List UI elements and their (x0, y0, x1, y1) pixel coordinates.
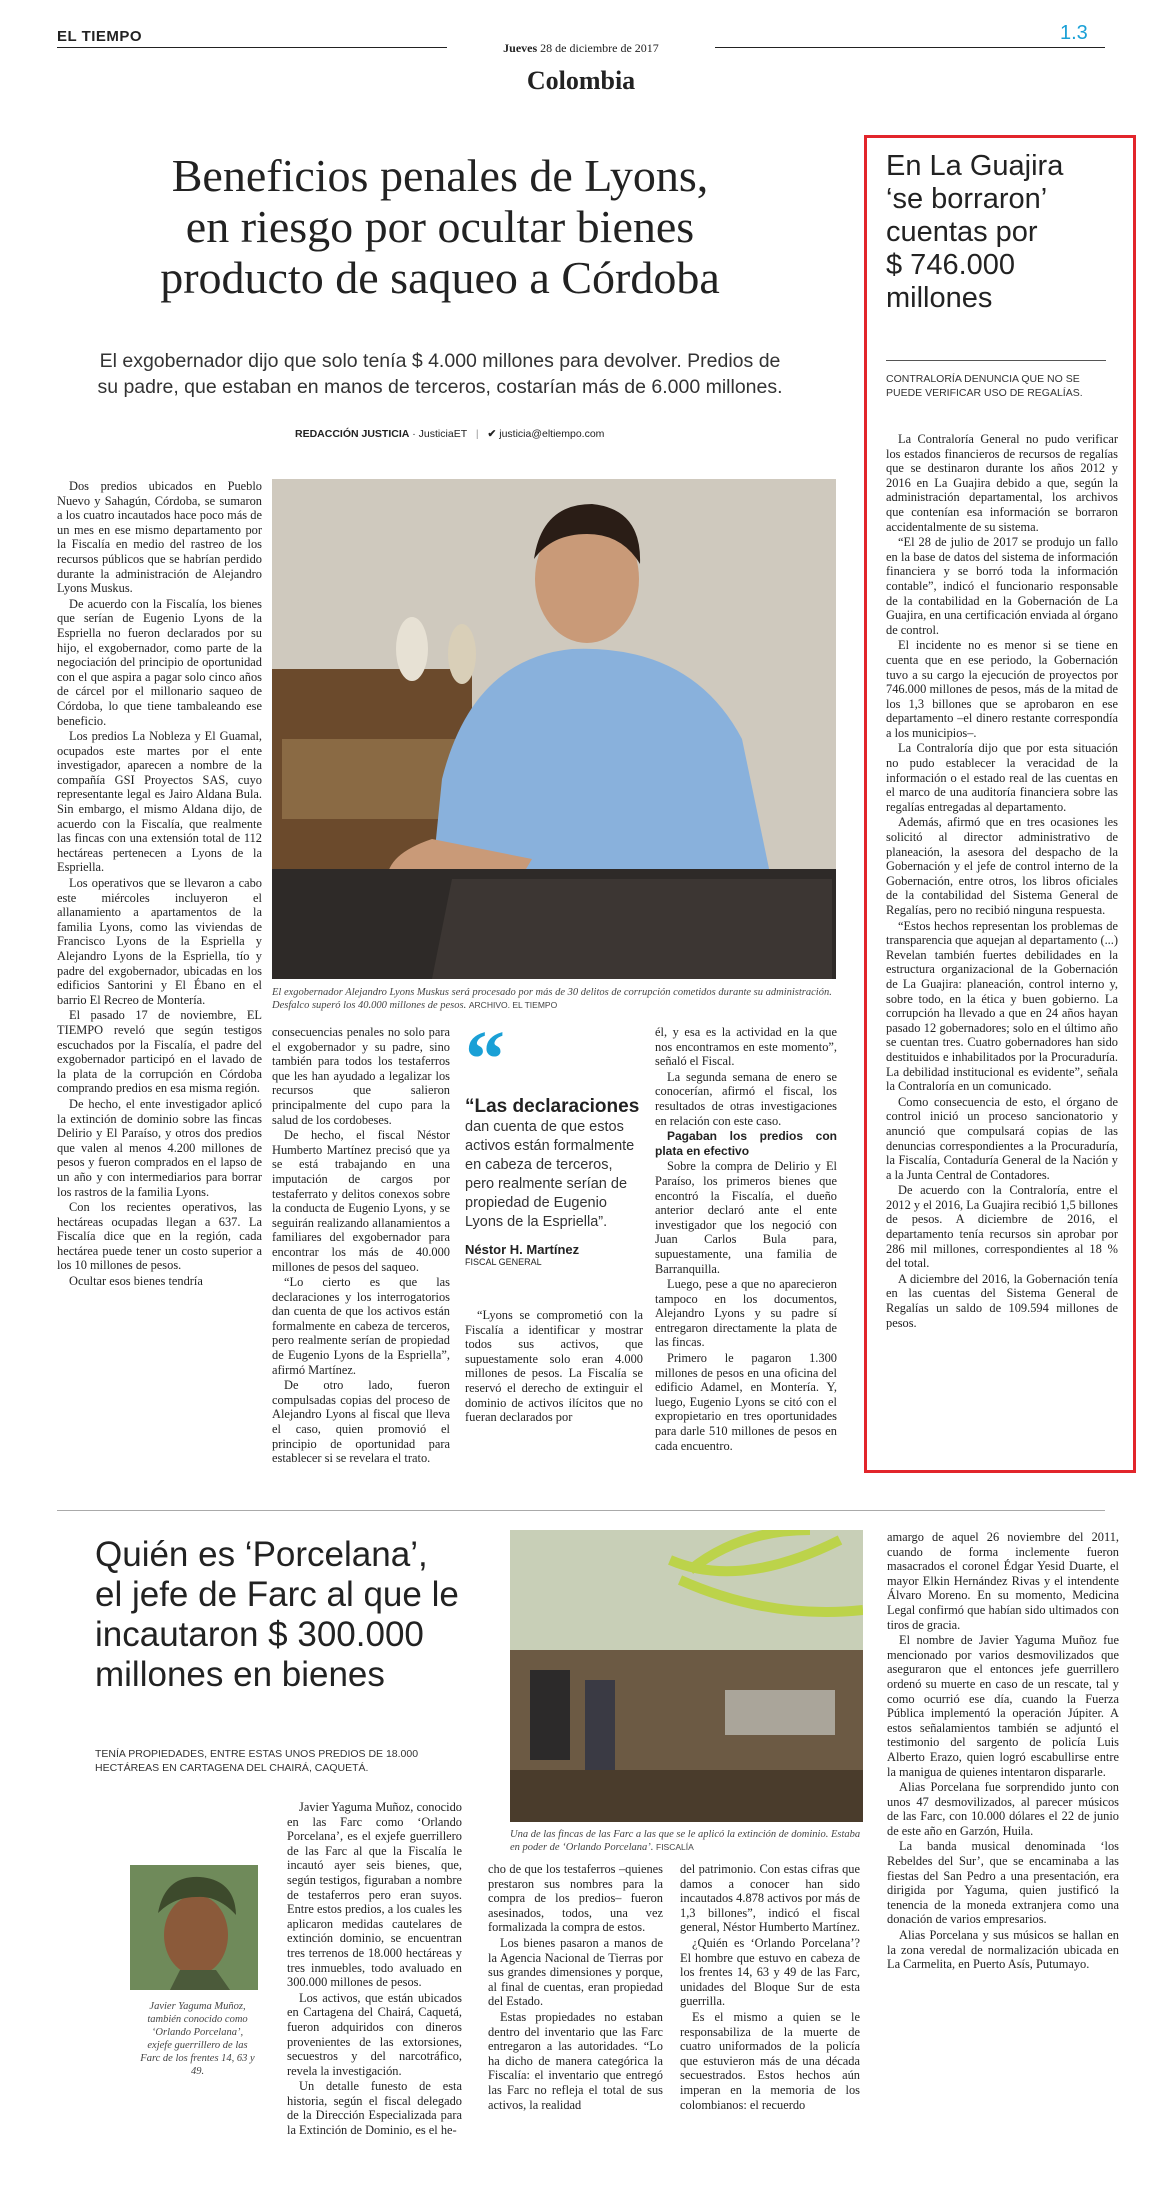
sidebar-headline (886, 150, 1126, 315)
paragraph: De hecho, el ente investigador aplicó la extinción de dominio sobre las fincas Delirio y El Paraíso, y otros dos predios que valen al menos 4.200 millones de pesos y fueron comprados en el lapso de un año y con intermediarios para borrar los rastros de la familia Lyons. (57, 1096, 262, 1199)
main-column-3 (465, 1308, 643, 1426)
paragraph: Alias Porcelana y sus músicos se hallan en la zona veredal de normalización ubicada en La Carmelita, en Puerto Asís, Putumayo. (887, 1928, 1119, 1972)
paragraph: Primero le pagaron 1.300 millones de pesos en una oficina del edificio Adamel, en Montería. Y, luego, Eugenio Lyons se citó con el expropietario en tres oportunidades para darle 510 millones de pesos en cada encuentro. (655, 1351, 837, 1453)
quote-author: Néstor H. Martínez (465, 1242, 580, 1257)
main-headline-line: producto de saqueo a Córdoba (160, 252, 720, 303)
main-headline (40, 150, 840, 303)
paragraph: Los operativos que se llevaron a cabo este miércoles incluyeron el allanamiento a apartamentos de la familia Lyons, como las viviendas de Francisco Lyons de la Espriella y Alejandro Lyons de la Espriella, tío y padre del exgobernador, ubicadas en los edificios Santorini y El Ébano en el barrio El Recreo de Montería. (57, 876, 262, 1007)
paragraph: Estas propiedades no estaban dentro del inventario que las Farc entregaron a las autoridades. “Lo ha dicho de manera categórica la Fiscalía: el inventario que entregó las Farc no refleja el total de sus activos, la realidad (488, 2009, 663, 2112)
brand-logo: EL TIEMPO (57, 28, 143, 45)
quote-role: FISCAL GENERAL (465, 1257, 542, 1267)
section-title: Colombia (526, 66, 636, 95)
sidebar-headline-line: En La Guajira (886, 150, 1064, 182)
paragraph: El incidente no es menor si se tiene en cuenta que en ese periodo, la Gobernación tuvo a su cargo la ejecución de proyectos por 746.000 millones de pesos, más de la mitad de los 1,3 billones que se aprobaron en ese departamento –el dinero restante correspondía a los municipios–. (886, 638, 1118, 740)
second-photo (510, 1530, 863, 1822)
paragraph: De acuerdo con la Contraloría, entre el 2012 y el 2016, La Guajira recibió 1,5 billones de pesos. A diciembre de 2016, el departamento tenía recursos sin aprobar por 286 mil millones, correspondientes al 18 % del total. (886, 1183, 1118, 1271)
paragraph: Los activos, que están ubicados en Cartagena del Chairá, Caquetá, fueron adquiridos con dineros provenientes de las extorsiones, secuestros y del narcotráfico, revela la investigación. (287, 1990, 462, 2078)
section-separator (57, 1510, 1105, 1511)
byline-sep: | (475, 428, 479, 440)
second-column-4 (887, 1530, 1119, 1973)
portrait-illustration (130, 1865, 258, 1990)
paragraph: De hecho, el fiscal Néstor Humberto Martínez precisó que ya se está trabajando en una imputación de cargos por testaferrato y delitos conexos sobre la conducta de Eugenio Lyons, y se seguirán realizando allanamientos a familiares del exgobernador para encontrar los más de 40.000 millones de pesos del saqueo. (272, 1128, 450, 1274)
paragraph: De acuerdo con la Fiscalía, los bienes que serían de Eugenio Lyons de la Espriella no fueron declarados por su hijo, el exgobernador, como parte de la negociación del principio de oportunidad con el que aspira a pagar solo cinco años de cárcel por el millonario saqueo de Córdoba, lo que tiene tambaleando ese beneficio. (57, 596, 262, 728)
sidebar-headline-line: ‘se borraron’ (886, 183, 1048, 215)
sidebar-headline-line: cuentas por (886, 216, 1038, 248)
paragraph: Con los recientes operativos, las hectáreas ocupadas llegan a 637. La Fiscalía dice que en la región, cada hectárea puede tener un costo superior a los 10 millones de pesos. (57, 1200, 262, 1273)
main-deck-line: El exgobernador dijo que solo tenía $ 4.000 millones para devolver. Predios de (99, 350, 781, 372)
second-photo-illustration (510, 1530, 863, 1822)
paragraph: La Contraloría General no pudo verificar los estados financieros de recursos de regalías que se destinaron durante los años 2012 y 2016 en La Guajira debido a que, según la administración departamental, los archivos que contenían esa información se borraron accidentalmente de su sistema. (886, 432, 1118, 534)
second-column-2 (488, 1862, 663, 2113)
sidebar-kicker (886, 372, 1118, 400)
main-photo-caption (272, 986, 836, 1012)
paragraph: Los predios La Nobleza y El Guamal, ocupados este martes por el ente investigador, aparecen a nombre de la compañía GSI Proyectos SAS, cuyo representante legal es Jairo Aldana Bula. Sin embargo, el mismo Aldana dijo, de acuerdo con la Fiscalía, que realmente las fincas con una extensión total de 112 hectáreas pertenecen a Lyons de la Espriella. (57, 729, 262, 875)
second-kicker-line: HECTÁREAS EN CARTAGENA DEL CHAIRÁ, CAQUETÁ. (95, 1762, 369, 1774)
second-kicker (95, 1747, 505, 1775)
paragraph: “Lyons se comprometió con la Fiscalía a identificar y mostrar todos sus activos, que supuestamente solo eran 4.000 millones de pesos. La Fiscalía se reservó el derecho de extinguir el dominio de activos ilícitos que no fueran declarados por (465, 1308, 643, 1425)
paragraph: Además, afirmó que en tres ocasiones les solicitó al director administrativo de planeación, la asesora del despacho de la Gobernación y el jefe de control interno de la Gobernación, entre otros, los libros oficiales de la contabilidad del Sistema General de Regalías, pero no recibió ninguna respuesta. (886, 815, 1118, 917)
sidebar-headline-line: $ 746.000 (886, 249, 1016, 281)
main-photo (272, 479, 836, 979)
paragraph: “El 28 de julio de 2017 se produjo un fallo en la base de datos del sistema de información financiera y se borró toda la información contable”, indicó el funcionario responsable de la contabilidad en la Gobernación de La Guajira, en una certificación enviada al órgano de control. (886, 535, 1118, 637)
paragraph: La banda musical denominada ‘los Rebeldes del Sur’, que se encaminaba a las fiestas del San Pedro a una presentación, era dirigida por Yaguma, quien justificó la tenencia de la moneda extranjera como una donación de varios empresarios. (887, 1839, 1119, 1927)
sidebar-headline-line: millones (886, 282, 993, 314)
paragraph: De otro lado, fueron compulsadas copias del proceso de Alejandro Lyons al fiscal que lleva el caso, quien promovió el principio de oportunidad para establecer si se revelara el trato. (272, 1378, 450, 1466)
sidebar-body (886, 432, 1118, 1331)
second-kicker-line: TENÍA PROPIEDADES, ENTRE ESTAS UNOS PREDIOS DE 18.000 (95, 1748, 419, 1760)
paragraph: La Contraloría dijo que por esta situación no pudo establecer la veracidad de la información o el estado real de las cuentas en el marco de una auditoría financiera sobre las regalías entregadas al departamento. (886, 741, 1118, 814)
paragraph: amargo de aquel 26 noviembre del 2011, cuando de forma inclemente fueron masacrados el coronel Édgar Yesid Duarte, el mayor Elkin Hernández Rivas y el intendente Álvaro Moreno. En su momento, Medicina Legal confirmó que habían sido ultimados con tiros de gracia. (887, 1530, 1119, 1632)
main-column-2 (272, 1025, 450, 1467)
main-deck (40, 348, 840, 400)
paragraph: El nombre de Javier Yaguma Muñoz fue mencionado por varios desmovilizados que aseguraron que el entonces jefe guerrillero ordenó su muerte en caso de un rescate, tal y como ocurrió ese día, cuando la Fuerza Pública implementó la operación Júpiter. A estos señalamientos también se adjuntó el testimonio del sargento de policía Luis Alberto Erazo, quien logró escabullirse entre la manigua de quienes intentaron dispararle. (887, 1633, 1119, 1779)
main-photo-credit: ARCHIVO. EL TIEMPO (468, 1000, 558, 1010)
byline-handle: · JusticiaET (412, 428, 467, 440)
paragraph: Ocultar esos bienes tendría (69, 1274, 203, 1289)
paragraph: Sobre la compra de Delirio y El Paraíso, los primeros bienes que encontró la Fiscalía, el dueño anterior declaró ante el ente investigador que los negoció con Juan Carlos Bula para, supuestamente, una familia de Barranquilla. (655, 1159, 837, 1276)
paragraph: cho de que los testaferros –quienes prestaron sus nombres para la compra de los predios– fueron asesinados, todos, una vez formalizada la compra de estos. (488, 1862, 663, 1935)
second-headline-line: millones en bienes (95, 1655, 385, 1694)
subhead: Pagaban los predios con plata en efectivo (655, 1129, 837, 1158)
paragraph: él, y esa es la actividad en la que nos encontramos en este momento”, señaló el Fiscal. (655, 1025, 837, 1069)
main-photo-caption-text: El exgobernador Alejandro Lyons Muskus será procesado por más de 30 delitos de corrupción cometidos durante su administración. Desfalco superó los 40.000 millones de pesos. (272, 987, 832, 1011)
sidebar-rule (886, 360, 1106, 361)
paragraph: La segunda semana de enero se conocerían, afirmó el fiscal, los resultados de otras investigaciones en relación con este caso. (655, 1069, 837, 1128)
paragraph: Los bienes pasaron a manos de la Agencia Nacional de Tierras por sus grandes dimensiones y porque, al final de cuentas, eran propiedad del Estado. (488, 1935, 663, 2009)
paragraph: ¿Quién es ‘Orlando Porcelana’? El hombre que estuvo en cabeza de los frentes 14, 63 y 49 de las Farc, unidades del Bloque Sur de esta guerrilla. (680, 1935, 860, 2009)
header-date-day: Jueves (503, 41, 538, 55)
main-column-4 (655, 1025, 837, 1454)
quote-text: dan cuenta de que estos activos están formalmente en cabeza de terceros, pero realmente serían de propiedad de Eugenio Lyons de la Espriella”. (465, 1119, 635, 1230)
header-rule-right (715, 47, 1105, 48)
byline-desk: REDACCIÓN JUSTICIA (295, 428, 410, 440)
paragraph: Luego, pese a que no aparecieron tampoco en los documentos, Alejandro Lyons y su padre sí entregaron directamente la plata de las fincas. (655, 1277, 837, 1350)
quote-mark-icon: “ (465, 1016, 505, 1104)
paragraph: Dos predios ubicados en Pueblo Nuevo y Sahagún, Córdoba, se sumaron a los cuatro incautados hace poco más de un mes en ese mismo departamento por la Fiscalía en medio del rastreo de los recursos públicos que se habrían perdido durante la administración de Alejandro Lyons Muskus. (57, 479, 262, 596)
byline (295, 428, 604, 440)
second-column-3 (680, 1862, 860, 2113)
main-headline-line: en riesgo por ocultar bienes (185, 201, 695, 252)
header-date-rest: 28 de diciembre de 2017 (540, 41, 659, 55)
paragraph: del patrimonio. Con estas cifras que damos a conocer han sido incautados 4.878 activos por más de 1,3 billones”, indicó el fiscal general, Néstor Humberto Martínez. (680, 1862, 860, 1935)
main-photo-illustration (272, 479, 836, 979)
second-photo-caption-text: Una de las fincas de las Farc a las que se le aplicó la extinción de dominio. Estaba en poder de ‘Orlando Porcelana’. (510, 1829, 861, 1853)
portrait-caption: Javier Yaguma Muñoz, también conocido como ‘Orlando Porcelana’, exjefe guerrillero de las Farc de los frentes 14, 63 y 49. (140, 2001, 255, 2077)
second-headline-line: el jefe de Farc al que le (95, 1575, 459, 1614)
header-date (450, 41, 712, 56)
portrait-photo (130, 1865, 258, 1990)
paragraph: “Lo cierto es que las declaraciones y los interrogatorios dan cuenta de que los activos están formalmente en cabeza de terceros, pero realmente serían de propiedad de Eugenio Lyons de la Espriella”, afirmó Martínez. (272, 1275, 450, 1377)
main-column-1 (57, 479, 262, 1290)
twitter-icon: ✔ (487, 428, 497, 440)
second-headline-line: Quién es ‘Porcelana’, (95, 1535, 428, 1574)
second-headline (95, 1535, 515, 1695)
second-photo-credit: FISCALÍA (656, 1842, 694, 1852)
sidebar-kicker-line: CONTRALORÍA DENUNCIA QUE NO SE (886, 373, 1080, 385)
paragraph: Un detalle funesto de esta historia, según el fiscal delegado de la Dirección Especializada para la Extinción de Dominio, es el he- (287, 2079, 462, 2138)
paragraph: Como consecuencia de esto, el órgano de control inició un proceso sancionatorio y anunció que compulsará copias de las denuncias correspondientes a la Procuraduría, la Fiscalía, Contaduría General de la Nación y a la Junta Central de Contadores. (886, 1094, 1118, 1182)
main-deck-line: su padre, que estaban en manos de terceros, costarían más de 6.000 millones. (97, 376, 783, 398)
paragraph: Alias Porcelana fue sorprendido junto con unos 47 desmovilizados, al parecer músicos de las Farc, con 10.000 dólares el 22 de junio de este año en Garzón, Huila. (887, 1780, 1119, 1838)
second-column-1 (287, 1800, 462, 2139)
paragraph: consecuencias penales no solo para el exgobernador y su padre, sino también para todos los testaferros que les han ayudado a legalizar los recursos que salieron principalmente del cupo para la salud de los cordobeses. (272, 1025, 450, 1127)
byline-email[interactable]: justicia@eltiempo.com (499, 428, 605, 440)
second-headline-line: incautaron $ 300.000 (95, 1615, 424, 1654)
second-photo-caption (510, 1828, 863, 1854)
paragraph: Es el mismo a quien se le responsabiliza de la muerte de cuatro uniformados de la policía que estuvieron más de una década secuestrados. Estos hechos aún imperan en la memoria de los colombianos: el recuerdo (680, 2009, 860, 2112)
page-number: 1.3 (1060, 22, 1088, 44)
paragraph: “Estos hechos representan los problemas de transparencia que aquejan al departamento (...) Revelan también fuertes debilidades en la estructura organizacional de la Gobernación de La Guajira: planeación, control interno y, sobre todo, en la ética y buen gobierno. La corrupción ha llevado a que en 24 años hayan pasado 12 gobernadores; solo en el último año se cuentan tres. Cuatro gobernadores han sido destituidos e inhabilitados por la Procuraduría. La debilidad institucional es evidente”, señala la Contraloría en un comunicado. (886, 918, 1118, 1094)
paragraph: Javier Yaguma Muñoz, conocido en las Farc como ‘Orlando Porcelana’, es el exjefe guerrillero de las Farc al que la Fiscalía le incautó ayer seis bienes, que, según testigos, figuraban a nombre de testaferros pero eran suyos. Entre estos predios, a los cuales les aplicaron medidas cautelares de extinción dominio, se encuentran tres terrenos de 18.000 hectáreas y tres inmuebles, todo avaluado en 300.000 millones de pesos. (287, 1800, 462, 1990)
header-rule-left (57, 47, 447, 48)
main-headline-line: Beneficios penales de Lyons, (171, 150, 709, 201)
paragraph: A diciembre del 2016, la Gobernación tenía en las cuentas del Sistema General de Regalías un saldo de 109.594 millones de pesos. (886, 1271, 1118, 1330)
quote-bold: “Las declaraciones (465, 1096, 640, 1117)
paragraph: El pasado 17 de noviembre, EL TIEMPO reveló que según testigos escuchados por la Fiscalía, el padre del exgobernador participó en el lavado de la plata de la corrupción en Córdoba comprando predios en esa misma región. (57, 1008, 262, 1096)
pull-quote (465, 1016, 643, 1267)
sidebar-kicker-line: PUEDE VERIFICAR USO DE REGALÍAS. (886, 387, 1083, 399)
